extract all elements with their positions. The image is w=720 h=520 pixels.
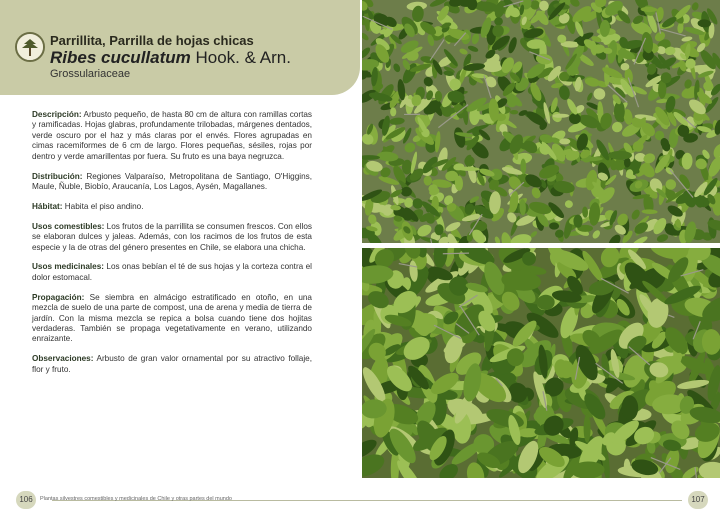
section-text: Regiones Valparaíso, Metropolitana de Santiago, O'Higgins, Maule, Ñuble, Biobío, Araucanía, Los Lagos, Aysén, Magallanes. xyxy=(32,171,312,191)
page-number-right: 107 xyxy=(688,491,708,509)
scientific-binomial: Ribes cucullatum xyxy=(50,48,191,67)
section-label: Descripción: xyxy=(32,110,82,119)
section-label: Usos comestibles: xyxy=(32,221,105,231)
section-label: Observaciones: xyxy=(32,354,94,364)
plant-family: Grossulariaceae xyxy=(50,68,131,80)
section-text: Arbusto de gran valor ornamental por su atractivo follaje, flor y fruto. xyxy=(32,354,312,374)
araucaria-tree-icon xyxy=(15,32,45,62)
section-text: Los onas bebían el té de sus hojas y la corteza contra el dolor estomacal. xyxy=(32,262,312,282)
section-label: Distribución: xyxy=(32,171,83,181)
section-text: Arbusto pequeño, de hasta 80 cm de altura con ramillas cortas y ramificadas. Hojas glabras, profundamente trilobadas, márgenes dentados, verde oscuro por el haz y más claras por el envés. Flores agrupadas en cimas racemiformes de 6 cm de largo. Flores pequeñas, sésiles, rojas por dentro y verde amarillentas por fuera. Su fruto es una baya negruzca. xyxy=(32,110,312,161)
section-label: Hábitat: xyxy=(32,201,63,211)
section-habitat xyxy=(32,202,312,212)
section-observaciones xyxy=(32,354,312,375)
section-label: Propagación: xyxy=(32,292,85,302)
section-text: Los frutos de la parrillita se consumen frescos. Con ellos se elaboran dulces y jaleas. Además, con los racimos de los frutos de esta especie y la de otras del género presentes en Chile, se elabora una chicha. xyxy=(32,221,312,252)
section-text: Habita el piso andino. xyxy=(64,201,144,211)
author-citation: Hook. & Arn. xyxy=(195,48,291,67)
section-text: Se siembra en almácigo estratificado en otoño, en una mezcla de suelo de una parte de compost, una de arena y media de tierra de jardín. Con la misma mezcla se repica a bolsa cuando tiene dos hojitas verdaderas. También se propaga vegetativamente en verano, utilizando enraizante. xyxy=(32,292,312,344)
page-number-left: 106 xyxy=(16,491,36,509)
section-label: Usos medicinales: xyxy=(32,262,104,272)
common-name: Parrillita, Parrilla de hojas chicas xyxy=(50,33,254,48)
section-propagacion xyxy=(32,293,312,345)
plant-photo-bottom xyxy=(362,248,720,478)
book-title-footer: Plantas silvestres comestibles y medicinales de Chile y otras partes del mundo xyxy=(40,496,232,502)
section-distribucion xyxy=(32,172,312,193)
species-description xyxy=(32,110,312,385)
section-descripcion xyxy=(32,110,312,162)
section-usos-medicinales xyxy=(32,262,312,283)
scientific-name xyxy=(50,48,291,68)
plant-photo-top xyxy=(362,0,720,243)
section-usos-comestibles xyxy=(32,222,312,253)
